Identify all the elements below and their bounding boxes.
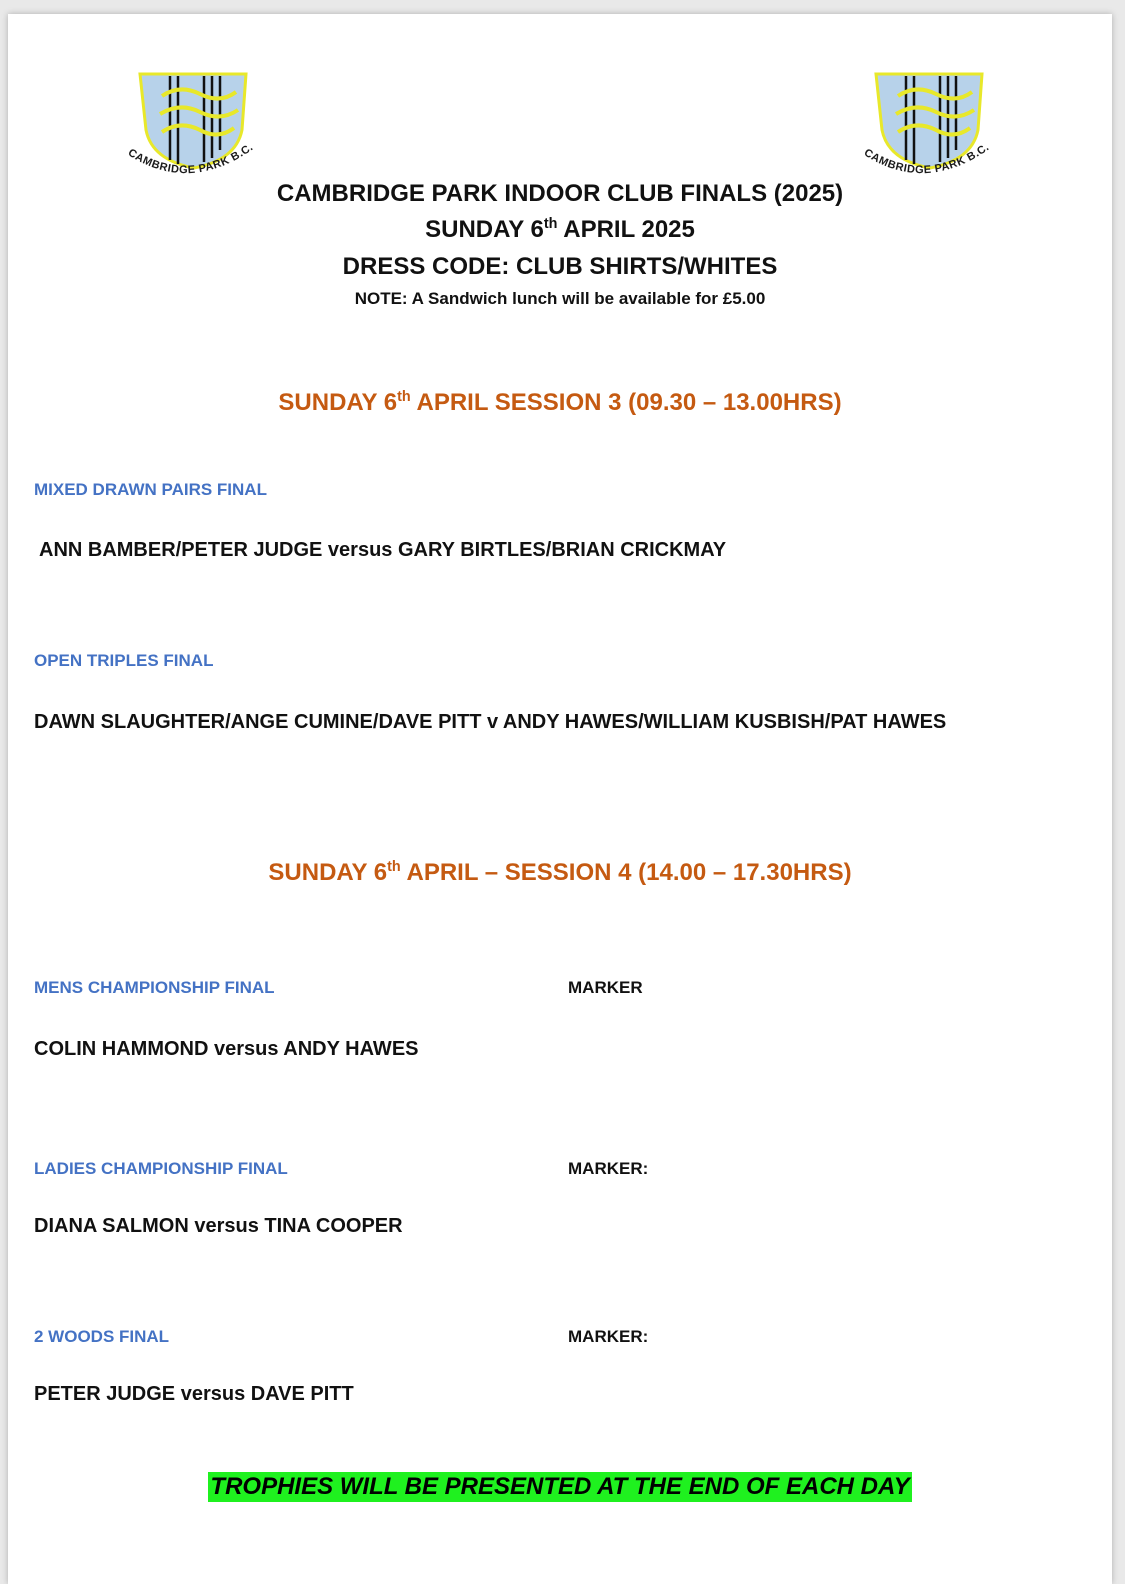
logo-text: CAMBRIDGE PARK B.C.	[125, 141, 256, 177]
event-title: MENS CHAMPIONSHIP FINAL	[34, 978, 275, 997]
marker-label: MARKER:	[568, 1159, 649, 1178]
marker-label: MARKER	[568, 978, 643, 997]
lunch-note: NOTE: A Sandwich lunch will be available for £5.00	[354, 289, 766, 308]
match-line: PETER JUDGE versus DAVE PITT	[34, 1383, 354, 1405]
page-title: CAMBRIDGE PARK INDOOR CLUB FINALS (2025)	[276, 180, 844, 207]
session-4-heading: SUNDAY 6th APRIL – SESSION 4 (14.00 – 17.30HRS)	[268, 859, 852, 886]
document-page	[8, 14, 1112, 1584]
event-title: LADIES CHAMPIONSHIP FINAL	[34, 1159, 288, 1178]
match-line: DIANA SALMON versus TINA COOPER	[34, 1215, 403, 1237]
match-line: COLIN HAMMOND versus ANDY HAWES	[34, 1038, 419, 1060]
session-3-heading: SUNDAY 6th APRIL SESSION 3 (09.30 – 13.00HRS)	[278, 389, 842, 416]
marker-label: MARKER:	[568, 1327, 649, 1346]
event-title: OPEN TRIPLES FINAL	[34, 651, 214, 670]
trophies-text: TROPHIES WILL BE PRESENTED AT THE END OF EACH DAY	[210, 1473, 910, 1500]
trophies-notice	[8, 1472, 1112, 1502]
event-title: 2 WOODS FINAL	[34, 1327, 170, 1346]
event-date: SUNDAY 6th APRIL 2025	[425, 216, 695, 243]
match-line: DAWN SLAUGHTER/ANGE CUMINE/DAVE PITT v ANDY HAWES/WILLIAM KUSBISH/PAT HAWES	[34, 711, 947, 733]
dress-code: DRESS CODE: CLUB SHIRTS/WHITES	[342, 253, 778, 280]
logo-text: CAMBRIDGE PARK B.C.	[861, 141, 992, 177]
event-title: MIXED DRAWN PAIRS FINAL	[34, 480, 267, 499]
match-line: ANN BAMBER/PETER JUDGE versus GARY BIRTLES/BRIAN CRICKMAY	[39, 539, 727, 561]
